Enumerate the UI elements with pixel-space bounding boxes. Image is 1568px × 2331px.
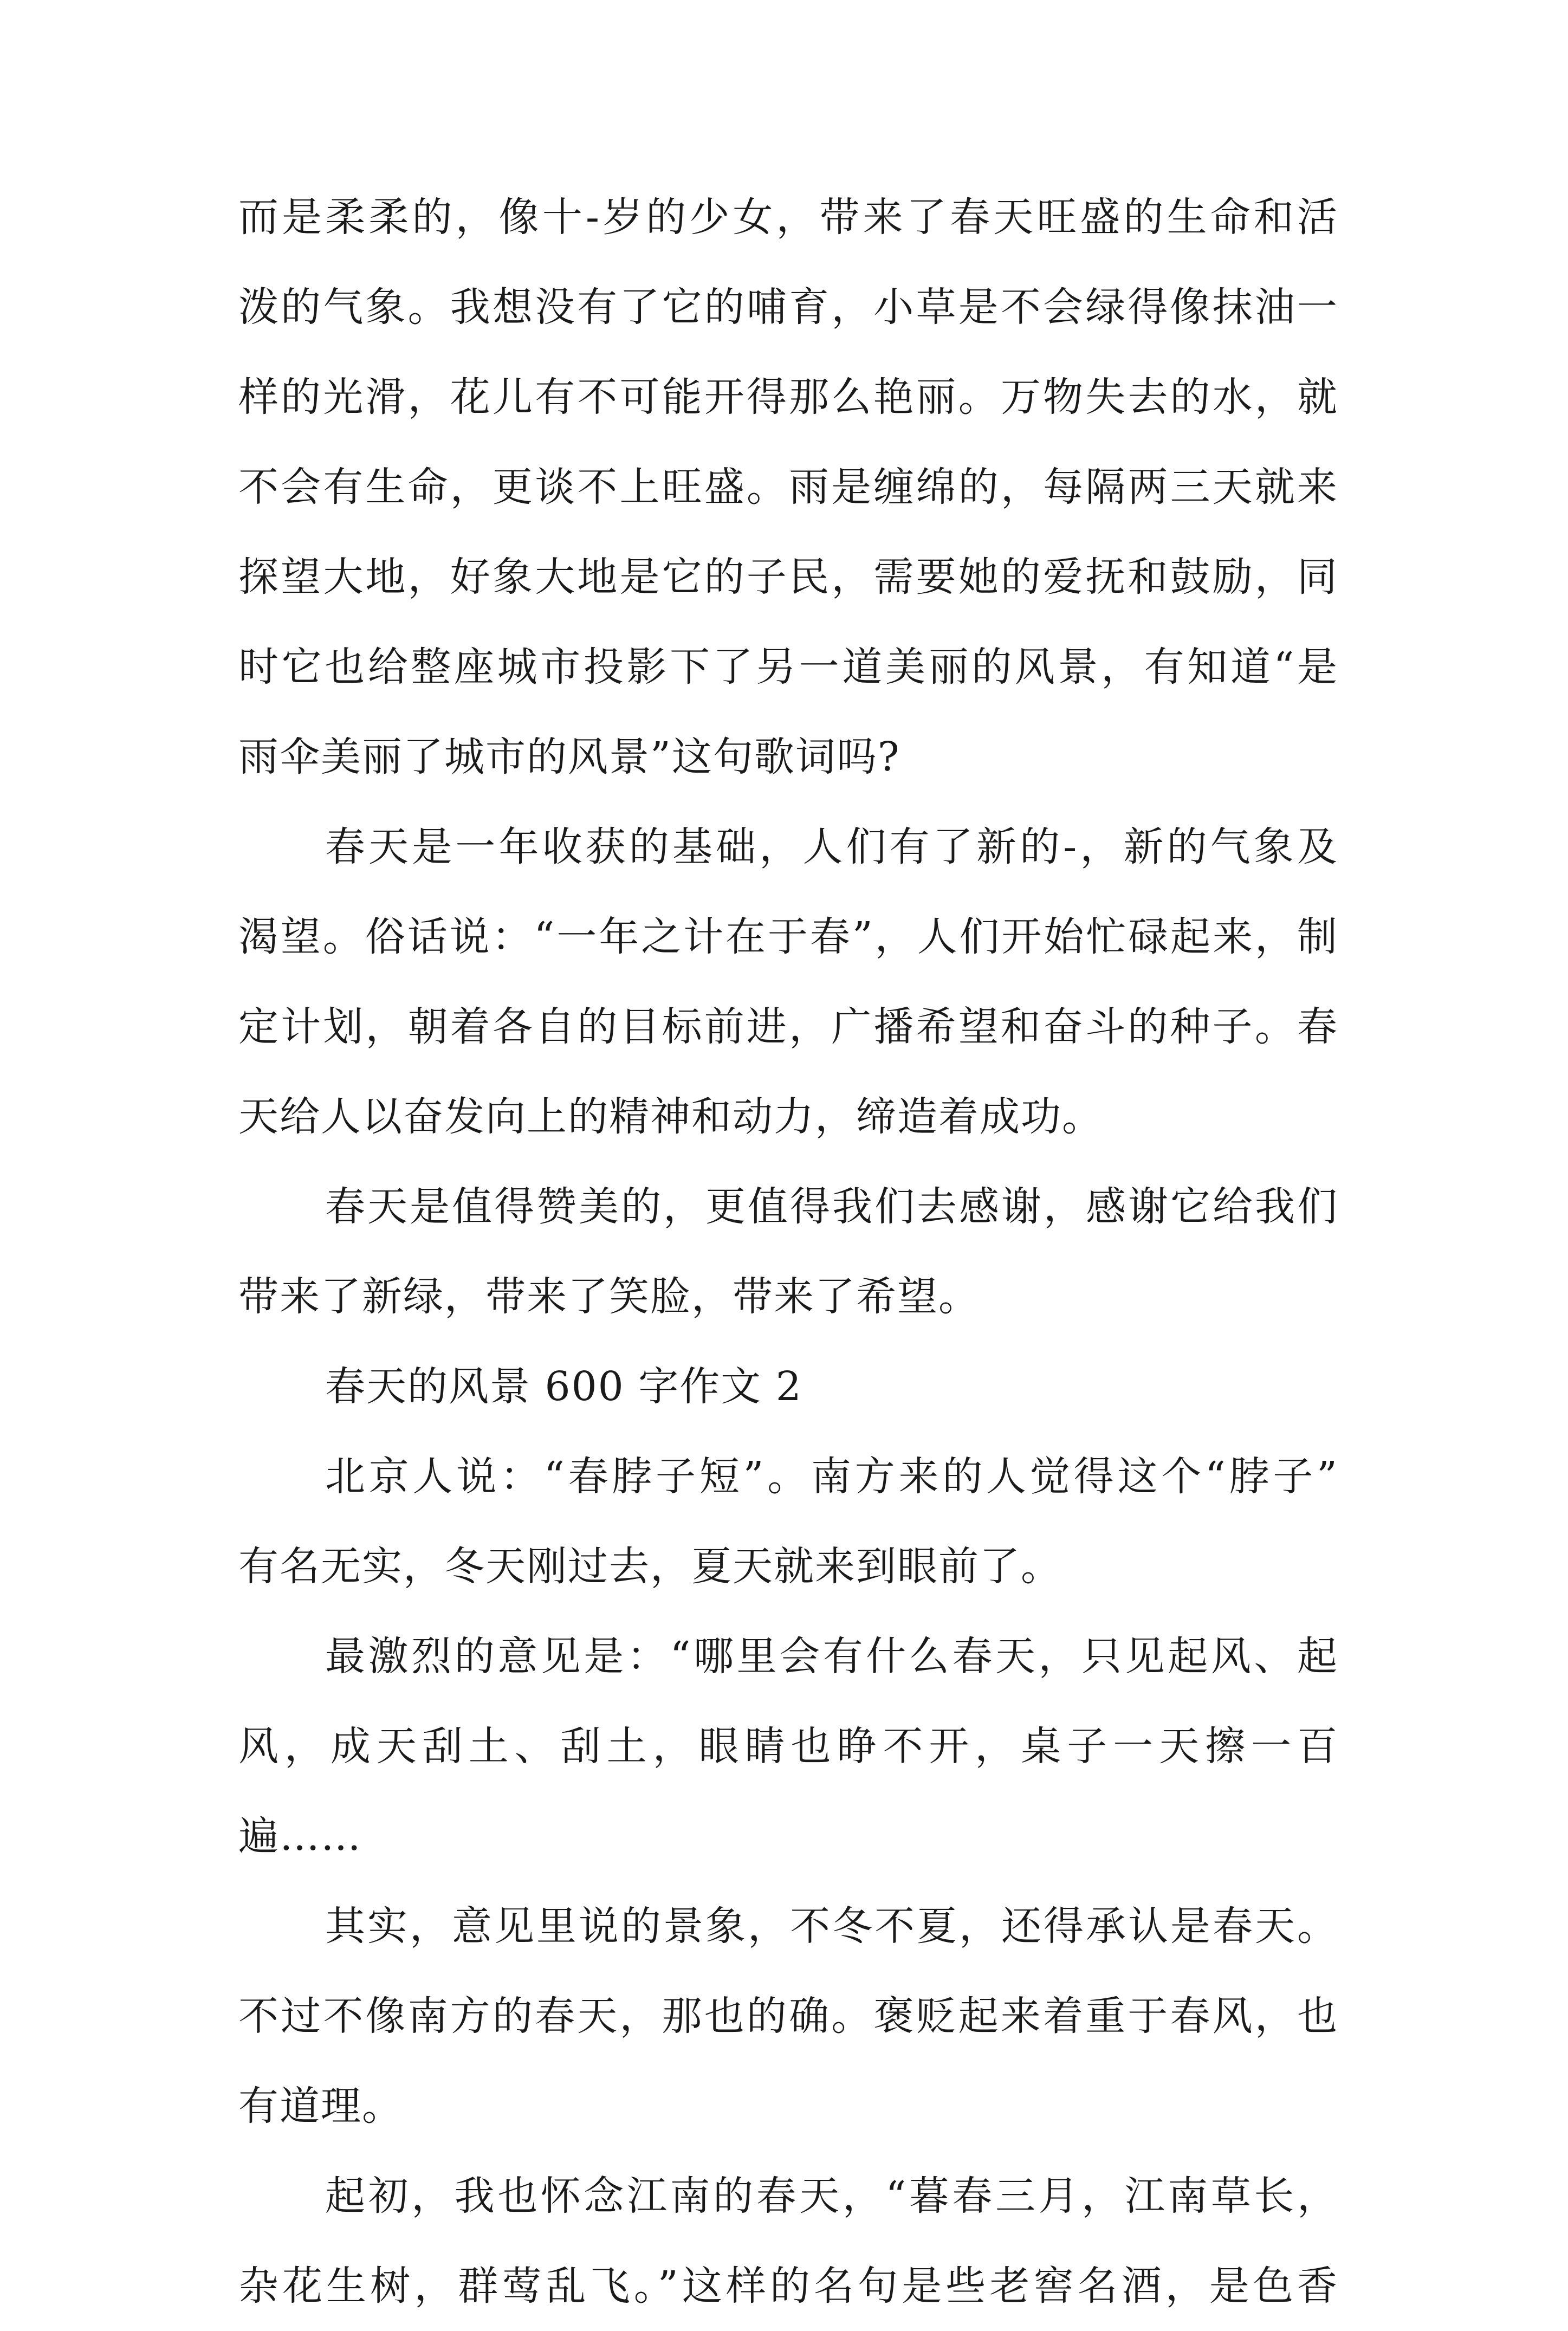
text-line: 探望大地，好象大地是它的子民，需要她的爱抚和鼓励，同 [238,554,1338,600]
text-line: 最激烈的意见是：“哪里会有什么春天，只见起风、起 [325,1633,1338,1680]
text-line: 有名无实，冬天刚过去，夏天就来到眼前了。 [238,1543,1062,1590]
text-line: 其实，意见里说的景象，不冬不夏，还得承认是春天。 [325,1903,1338,1950]
text-line: 样的光滑，花儿有不可能开得那么艳丽。万物失去的水，就 [238,374,1338,420]
text-line: 而是柔柔的，像十-岁的少女，带来了春天旺盛的生命和活 [238,194,1338,241]
document-body [238,172,1338,2331]
text-line: 遍…… [238,1813,362,1860]
text-line: 带来了新绿，带来了笑脸，带来了希望。 [238,1273,980,1320]
text-line: 不会有生命，更谈不上旺盛。雨是缠绵的，每隔两三天就来 [238,464,1338,510]
section-title: 春天的风景 600 字作文 2 [325,1363,802,1410]
text-line: 风，成天刮土、刮土，眼睛也睁不开，桌子一天擦一百 [238,1723,1338,1770]
text-line: 杂花生树，群莺乱飞。”这样的名句是些老窖名酒，是色香 [238,2263,1338,2309]
text-line: 时它也给整座城市投影下了另一道美丽的风景，有知道“是 [238,644,1338,690]
text-line: 泼的气象。我想没有了它的哺育，小草是不会绿得像抹油一 [238,284,1338,331]
text-line: 定计划，朝着各自的目标前进，广播希望和奋斗的种子。春 [238,1003,1338,1050]
text-line: 起初，我也怀念江南的春天，“暮春三月，江南草长， [325,2173,1338,2219]
text-line: 不过不像南方的春天，那也的确。褒贬起来着重于春风，也 [238,1993,1338,2039]
text-line: 渴望。俗话说：“一年之计在于春”，人们开始忙碌起来，制 [238,914,1338,960]
text-line: 雨伞美丽了城市的风景”这句歌词吗? [238,734,900,780]
text-line: 北京人说：“春脖子短”。南方来的人觉得这个“脖子” [325,1453,1338,1500]
text-line: 春天是值得赞美的，更值得我们去感谢，感谢它给我们 [325,1183,1338,1230]
text-line: 春天是一年收获的基础，人们有了新的-，新的气象及 [325,824,1338,870]
text-line: 天给人以奋发向上的精神和动力，缔造着成功。 [238,1093,1103,1140]
text-line: 有道理。 [238,2083,403,2129]
